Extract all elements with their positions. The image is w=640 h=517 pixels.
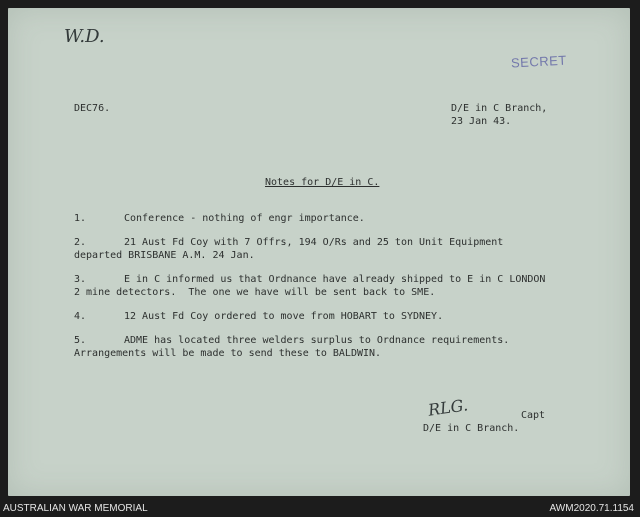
- item-number-1: 1.: [74, 213, 87, 224]
- archive-reference: AWM2020.71.1154: [549, 503, 634, 514]
- item-5-line-1: ADME has located three welders surplus to Ordnance requirements.: [124, 335, 510, 346]
- signature: RLG.: [426, 395, 470, 420]
- item-2-line-2: departed BRISBANE A.M. 24 Jan.: [74, 250, 255, 261]
- item-2-line-1: 21 Aust Fd Coy with 7 Offrs, 194 O/Rs and 25 ton Unit Equipment: [124, 237, 504, 248]
- signoff-branch: D/E in C Branch.: [423, 423, 520, 434]
- from-branch: D/E in C Branch,: [451, 103, 548, 114]
- item-number-3: 3.: [74, 274, 87, 285]
- item-3-line-1: E in C informed us that Ordnance have already shipped to E in C LONDON: [124, 274, 546, 285]
- item-4-line-1: 12 Aust Fd Coy ordered to move from HOBART to SYDNEY.: [124, 311, 444, 322]
- item-1-line-1: Conference - nothing of engr importance.: [124, 213, 365, 224]
- item-number-4: 4.: [74, 311, 87, 322]
- secret-stamp: SECRET: [510, 52, 568, 71]
- archive-name: AUSTRALIAN WAR MEMORIAL: [3, 503, 148, 514]
- document-sheet: [8, 8, 630, 496]
- item-number-5: 5.: [74, 335, 87, 346]
- from-date: 23 Jan 43.: [451, 116, 512, 127]
- archive-footer: [0, 500, 640, 517]
- signoff-rank: Capt: [521, 410, 546, 421]
- item-3-line-2: 2 mine detectors. The one we have will be sent back to SME.: [74, 287, 436, 298]
- item-number-2: 2.: [74, 237, 87, 248]
- item-5-line-2: Arrangements will be made to send these to BALDWIN.: [74, 348, 382, 359]
- reference-number: DEC76.: [74, 103, 111, 114]
- document-title: Notes for D/E in C.: [265, 177, 380, 188]
- handwritten-note: W.D.: [64, 26, 105, 47]
